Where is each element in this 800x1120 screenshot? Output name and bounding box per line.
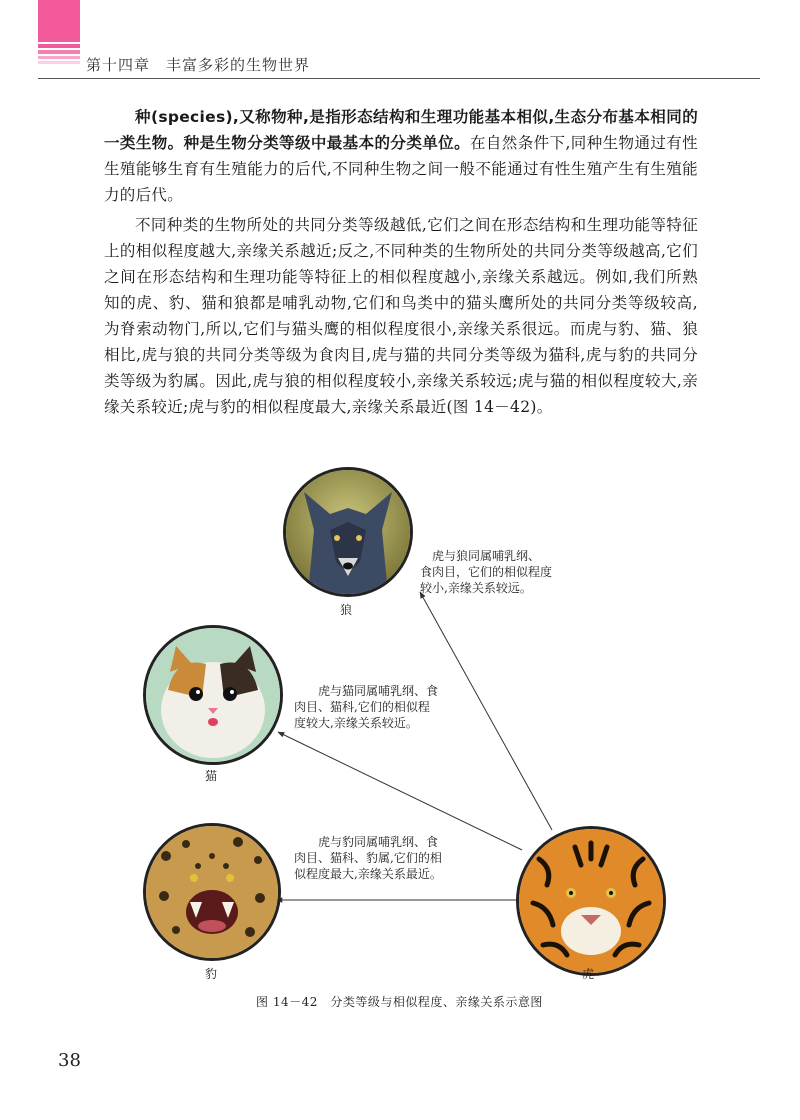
label-cat: 猫 [205,769,218,783]
label-tiger: 虎 [582,967,595,981]
note-wolf: 虎与狼同属哺乳纲、 食肉目，它们的相似程度 较小,亲缘关系较远。 [420,549,553,595]
paragraph-classification-relation: 不同种类的生物所处的共同分类等级越低,它们之间在形态结构和生理功能等特征上的相似程度越大,亲缘关系越近;反之,不同种类的生物所处的共同分类等级越高,它们之间在形态结构和生理功能等特征上的相似程度越小,亲缘关系越远。例如,我们所熟知的虎、豹、猫和狼都是哺乳动物,它们和鸟类中的猫头鹰所处的共同分类等级较高,为脊索动物门,所以,它们与猫头鹰的相似程度很小,亲缘关系很远。而虎与豹、猫、狼相比,虎与狼的共同分类等级为食肉目,虎与猫的共同分类等级为猫科,虎与豹的共同分类等级为豹属。因此,虎与狼的相似程度较小,亲缘关系较远;虎与猫的相似程度较大,亲缘关系较近;虎与豹的相似程度最大,亲缘关系最近(图 14－42)。 [104,216,698,416]
label-leopard: 豹 [205,967,218,981]
note-leopard: 虎与豹同属哺乳纲、食 肉目、猫科、豹属,它们的相 似程度最大,亲缘关系最近。 [294,835,442,881]
cat-photo [143,625,283,765]
tiger-photo [516,826,666,976]
bold-definition: 种(species),又称物种,是指形态结构和生理功能基本相似,生态分布基本相同的一类生物。 [104,108,698,152]
arrow-tiger-to-wolf [420,592,552,830]
figure-caption: 图 14－42 分类等级与相似程度、亲缘关系示意图 [256,995,543,1009]
page-number: 38 [58,1050,81,1071]
label-wolf: 狼 [340,603,353,617]
paragraph1-rest: 在自然条件下,同种生物通过有性生殖能够生育有生殖能力的后代,不同种生物之间一般不能通过有性生殖产生有生殖能力的后代。 [104,134,698,204]
note-cat: 虎与猫同属哺乳纲、食 肉目、猫科,它们的相似程 度较大,亲缘关系较近。 [294,684,439,730]
leopard-photo [143,823,281,961]
wolf-photo [283,467,413,597]
chapter-title: 第十四章 丰富多彩的生物世界 [86,56,311,74]
arrow-tiger-to-cat [278,732,522,850]
bold-basic-unit: 种是生物分类等级中最基本的分类单位。 [183,134,470,152]
